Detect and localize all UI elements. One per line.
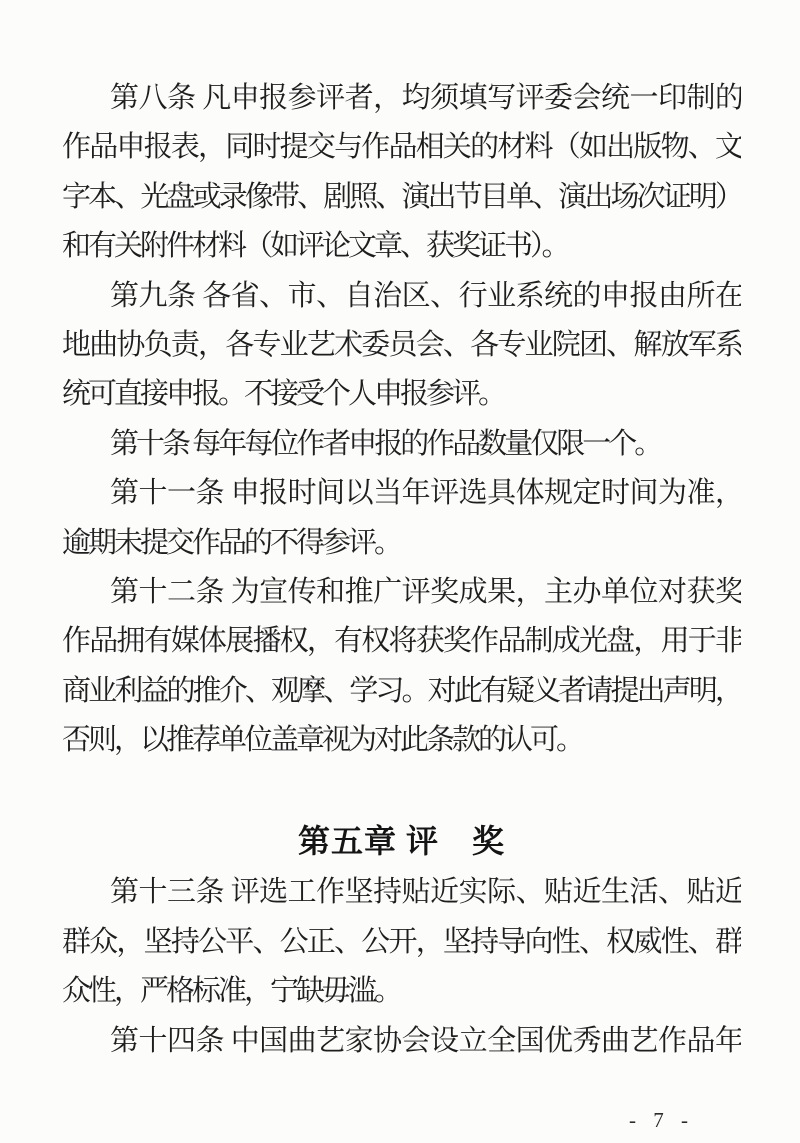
paragraph-line: 第十二条 为宣传和推广评奖成果，主办单位对获奖 [110, 575, 741, 608]
paragraph-line: 否则，以推荐单位盖章视为对此条款的认可。 [62, 724, 583, 757]
paragraph-line: 逾期未提交作品的不得参评。 [62, 526, 401, 559]
paragraph-line: 众性，严格标准，宁缺毋滥。 [62, 975, 401, 1008]
paragraph-line: 和有关附件材料（如评论文章、获奖证书）。 [62, 230, 568, 263]
paragraph-line: 第十四条 中国曲艺家协会设立全国优秀曲艺作品年 [110, 1024, 741, 1057]
paragraph-line: 作品申报表，同时提交与作品相关的材料（如出版物、文 [62, 131, 741, 164]
paragraph-line: 商业利益的推介、观摩、学习。对此有疑义者请提出声明， [62, 674, 741, 707]
paragraph-line: 第十三条 评选工作坚持贴近实际、贴近生活、贴近 [110, 876, 741, 909]
text-column [62, 74, 741, 1066]
paragraph-line: 第八条 凡申报参评者，均须填写评委会统一印制的 [110, 82, 741, 114]
paragraph-line: 统可直接申报。不接受个人申报参评。 [62, 378, 505, 411]
paragraph-line: 第九条 各省、市、自治区、行业系统的申报由所在 [110, 279, 741, 312]
paragraph-line: 作品拥有媒体展播权，有权将获奖作品制成光盘，用于非 [62, 625, 741, 658]
paragraph-line: 第十一条 申报时间以当年评选具体规定时间为准， [110, 477, 741, 510]
page-number: - 7 - [629, 1108, 694, 1132]
paragraph-line: 地曲协负责，各专业艺术委员会、各专业院团、解放军系 [62, 328, 741, 361]
paragraph-line: 字本、光盘或录像带、剧照、演出节目单、演出场次证明） [62, 180, 741, 213]
paragraph-line: 群众，坚持公平、公正、公开，坚持导向性、权威性、群 [62, 925, 741, 958]
chapter-heading: 第五章 评 奖 [297, 823, 505, 860]
paragraph-line: 第十条 每年每位作者申报的作品数量仅限一个。 [110, 427, 661, 460]
